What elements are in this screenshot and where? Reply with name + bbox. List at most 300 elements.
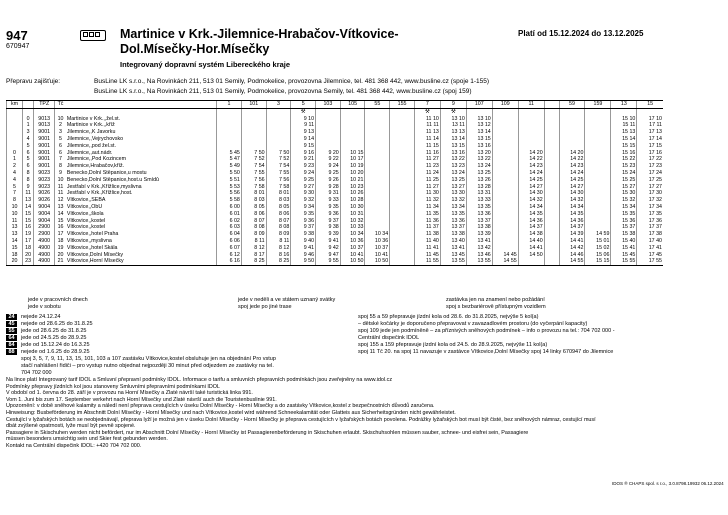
cell: 13 38 bbox=[440, 231, 466, 238]
cell: 15 bbox=[637, 101, 663, 109]
cell: 109 bbox=[492, 101, 518, 109]
cell: 13 16 bbox=[440, 150, 466, 157]
cell bbox=[544, 101, 559, 109]
cell bbox=[518, 258, 544, 265]
cell bbox=[492, 238, 518, 245]
cell: 14 24 bbox=[559, 170, 585, 177]
cell: 15 55 bbox=[611, 258, 637, 265]
cell bbox=[390, 211, 415, 218]
cell: 9 41 bbox=[316, 238, 341, 245]
cell: 14 50 bbox=[518, 252, 544, 259]
cell: 9 24 bbox=[316, 163, 341, 170]
cell bbox=[390, 204, 415, 211]
cell: 6 bbox=[55, 143, 66, 150]
table-row bbox=[7, 143, 664, 150]
note-text: jede od 15.12.24 do 16.3.25 bbox=[21, 342, 90, 348]
cell: 4 bbox=[23, 136, 34, 143]
cell: 13 25 bbox=[440, 177, 466, 184]
cell: 17 30 bbox=[637, 190, 663, 197]
cell bbox=[241, 129, 266, 136]
cell: 13 41 bbox=[466, 238, 492, 245]
cell: 8 09 bbox=[266, 231, 291, 238]
cell: Jestřabí v Krk.,Křížlice,host. bbox=[66, 190, 133, 197]
cell bbox=[544, 231, 559, 238]
cell: 10 37 bbox=[340, 245, 365, 252]
legend-f: spoj s bezbariérově přístupným vozidlem bbox=[446, 304, 546, 310]
cell: 15 bbox=[7, 245, 23, 252]
cell bbox=[518, 116, 544, 123]
note-text: 704 702 000 bbox=[21, 370, 52, 376]
cell: 7 58 bbox=[241, 184, 266, 191]
cell: 13 10 bbox=[440, 116, 466, 123]
cell: 13 28 bbox=[466, 184, 492, 191]
cell: 14 27 bbox=[559, 184, 585, 191]
table-row bbox=[7, 197, 664, 204]
cell: 13 16 bbox=[466, 143, 492, 150]
cell: 9 39 bbox=[316, 231, 341, 238]
cell bbox=[637, 108, 663, 115]
cell bbox=[316, 108, 341, 115]
cell: 5 47 bbox=[217, 156, 242, 163]
cell: 13 15 bbox=[466, 136, 492, 143]
line-number: 947 bbox=[6, 28, 28, 43]
cell: 15 24 bbox=[611, 170, 637, 177]
cell: ⚒ bbox=[414, 108, 440, 115]
cell bbox=[544, 108, 559, 115]
cell bbox=[390, 108, 415, 115]
cell: Vítkovice,,hotel Praha bbox=[66, 231, 119, 238]
cell: 2 bbox=[7, 163, 23, 170]
cell: Tč bbox=[55, 101, 66, 109]
cell: ⚒ bbox=[440, 108, 466, 115]
cell: 9001 bbox=[34, 156, 55, 163]
cell bbox=[559, 143, 585, 150]
cell: 13 37 bbox=[440, 224, 466, 231]
cell: 13 41 bbox=[440, 245, 466, 252]
cell: 17 36 bbox=[637, 218, 663, 225]
cell: 0 bbox=[23, 116, 34, 123]
legend-e: zastávka jen na znamení nebo požádání bbox=[446, 297, 545, 303]
cell: 19 bbox=[55, 245, 66, 252]
cell: 14 25 bbox=[518, 177, 544, 184]
cell bbox=[266, 143, 291, 150]
cell bbox=[559, 116, 585, 123]
cell: 159 bbox=[585, 101, 611, 109]
table-row bbox=[7, 224, 664, 231]
cell: 14 46 bbox=[559, 252, 585, 259]
cell: 7 bbox=[55, 156, 66, 163]
cell: 11 16 bbox=[414, 150, 440, 157]
cell: 10 20 bbox=[340, 170, 365, 177]
cell: 9 42 bbox=[316, 245, 341, 252]
note-item bbox=[6, 349, 90, 355]
cell: 17 27 bbox=[637, 184, 663, 191]
cell bbox=[585, 108, 611, 115]
cell: 101 bbox=[241, 101, 266, 109]
cell: 10 26 bbox=[340, 190, 365, 197]
cell: 13 31 bbox=[466, 190, 492, 197]
cell: 15 25 bbox=[611, 177, 637, 184]
cell bbox=[518, 143, 544, 150]
cell bbox=[544, 170, 559, 177]
cell bbox=[585, 211, 611, 218]
cell: 5 56 bbox=[217, 190, 242, 197]
cell: 9023 bbox=[34, 177, 55, 184]
cell: 11 37 bbox=[414, 224, 440, 231]
table-row bbox=[7, 122, 664, 129]
cell: 6 12 bbox=[217, 252, 242, 259]
cell: Vítkovice,,myslivna bbox=[66, 237, 112, 244]
cell: 59 bbox=[559, 101, 585, 109]
note-item bbox=[21, 370, 52, 376]
cell: 10 41 bbox=[340, 252, 365, 259]
cell bbox=[241, 122, 266, 129]
cell: 17 10 bbox=[637, 116, 663, 123]
note-tag: 55 bbox=[6, 328, 17, 334]
cell: 15 41 bbox=[611, 245, 637, 252]
cell: 15 38 bbox=[611, 231, 637, 238]
table-row bbox=[7, 116, 664, 123]
cell bbox=[365, 156, 390, 163]
cell: 8 05 bbox=[266, 204, 291, 211]
cell bbox=[492, 204, 518, 211]
cell bbox=[544, 116, 559, 123]
cell: Jilemnice,,pod žel.st. bbox=[66, 142, 116, 149]
cell: Jilemnice,,aut.nádr. bbox=[66, 149, 113, 156]
cell: 9 23 bbox=[291, 163, 316, 170]
cell: 17 34 bbox=[637, 204, 663, 211]
cell bbox=[266, 116, 291, 123]
cell: 8 25 bbox=[266, 258, 291, 265]
cell: 107 bbox=[466, 101, 492, 109]
cell: 8 25 bbox=[241, 258, 266, 265]
cell: 13 bbox=[611, 101, 637, 109]
cell: 10 50 bbox=[340, 258, 365, 265]
cell: 8 bbox=[55, 163, 66, 170]
note-item bbox=[21, 356, 276, 362]
cell: 2 bbox=[55, 122, 66, 129]
cell bbox=[559, 136, 585, 143]
cell: 5 53 bbox=[217, 184, 242, 191]
cell bbox=[544, 252, 559, 259]
cell: 15 06 bbox=[585, 252, 611, 259]
cell: 17 32 bbox=[637, 197, 663, 204]
cell: 8 07 bbox=[266, 218, 291, 225]
cell: 5 58 bbox=[217, 197, 242, 204]
cell: 10 23 bbox=[340, 184, 365, 191]
cell bbox=[266, 108, 291, 115]
cell: Benecko,Dolní Štěpanice,host.u Smídů bbox=[66, 176, 159, 183]
cell: 15 45 bbox=[611, 252, 637, 259]
cell: 9 25 bbox=[291, 177, 316, 184]
cell: 9023 bbox=[34, 184, 55, 191]
cell bbox=[492, 143, 518, 150]
cell: 13 55 bbox=[440, 258, 466, 265]
cell: 20 bbox=[23, 252, 34, 259]
table-row bbox=[7, 156, 664, 163]
cell bbox=[492, 136, 518, 143]
footer-line: müssen besonders umsichtig sein und Skier fest gebunden werden. bbox=[6, 436, 168, 443]
cell: 8 01 bbox=[266, 190, 291, 197]
cell: 9 bbox=[55, 170, 66, 177]
cell bbox=[390, 245, 415, 252]
cell: 14 bbox=[23, 204, 34, 211]
cell bbox=[390, 122, 415, 129]
cell bbox=[544, 177, 559, 184]
cell bbox=[544, 258, 559, 265]
cell: 11 34 bbox=[414, 204, 440, 211]
cell: 17 41 bbox=[637, 245, 663, 252]
cell: 1 bbox=[217, 101, 242, 109]
cell: 11 36 bbox=[414, 218, 440, 225]
cell: 7 58 bbox=[266, 184, 291, 191]
line-id: 670947 bbox=[6, 43, 30, 50]
cell: 14 36 bbox=[518, 218, 544, 225]
cell: 13 55 bbox=[466, 258, 492, 265]
cell: 2900 bbox=[34, 231, 55, 238]
cell: 10 15 bbox=[340, 150, 365, 157]
cell: 11 13 bbox=[414, 129, 440, 136]
cell: 16 bbox=[55, 224, 66, 231]
cell bbox=[55, 108, 66, 115]
note-text: jede od 28.6.25 do 31.8.25 bbox=[21, 328, 87, 334]
cell: 15 15 bbox=[585, 258, 611, 265]
cell: 11 bbox=[7, 218, 23, 225]
cell: 9 21 bbox=[291, 156, 316, 163]
cell bbox=[492, 231, 518, 238]
cell: 15 36 bbox=[611, 218, 637, 225]
cell: 11 32 bbox=[414, 197, 440, 204]
cell bbox=[390, 258, 415, 265]
cell: 9 50 bbox=[291, 258, 316, 265]
cell: 10 34 bbox=[365, 231, 390, 238]
cell: 4 bbox=[7, 177, 23, 184]
cell bbox=[390, 163, 415, 170]
cell: 9 35 bbox=[316, 204, 341, 211]
note-text: spoj 3, 5, 7, 9, 11, 13, 15, 101, 103 a 107 zastávku Vítkovice,kostel obsluhuje jen na objednání Pro vstup bbox=[21, 356, 276, 362]
note-item bbox=[21, 363, 274, 369]
cell: 8 12 bbox=[241, 245, 266, 252]
footer-line: Passagiere in Skischuhen werden nicht befördert, nur im Abschnitt Dolní Mísečky - Horní Mísečky ist Passagierenbeförderung in Skischuhen erlaubt. Skischuhsohlen müssen sauber, schnee- und eisfrei sein, Passagiere bbox=[6, 429, 529, 436]
note-text: nejede od 28.6.25 do 31.8.25 bbox=[21, 321, 93, 327]
cell bbox=[365, 129, 390, 136]
cell bbox=[390, 143, 415, 150]
cell bbox=[217, 136, 242, 143]
table-row bbox=[7, 211, 664, 218]
cell: 14 55 bbox=[559, 258, 585, 265]
cell bbox=[544, 184, 559, 191]
cell: Vítkovice,Dolní Mísečky bbox=[66, 251, 124, 258]
cell bbox=[544, 204, 559, 211]
cell: 9 13 bbox=[291, 129, 316, 136]
footer-line: Hinweisung: Busbeförderung im Abschnitt Dolní Mísečky - Horní Mísečky und nach Vítkovice,kostel wird während Schneekalamität oder Glatteis aus Sicherheitsgründen nicht gewährleistet. bbox=[6, 409, 456, 416]
cell bbox=[544, 197, 559, 204]
cell bbox=[365, 136, 390, 143]
cell: Vítkovice,,kostel bbox=[66, 217, 106, 224]
cell: 7 50 bbox=[266, 150, 291, 157]
cell bbox=[365, 116, 390, 123]
cell: 5 bbox=[55, 136, 66, 143]
cell: 5 50 bbox=[217, 170, 242, 177]
legend-c: jede v neděli a ve státem uznaný svátky bbox=[238, 297, 336, 303]
cell: 15 11 bbox=[611, 122, 637, 129]
cell: 15 32 bbox=[611, 197, 637, 204]
cell bbox=[365, 204, 390, 211]
cell: 10 41 bbox=[365, 252, 390, 259]
cell: 6 03 bbox=[217, 224, 242, 231]
cell bbox=[585, 170, 611, 177]
cell: 5 bbox=[23, 143, 34, 150]
cell: 15 34 bbox=[611, 204, 637, 211]
cell bbox=[559, 108, 585, 115]
cell: 10 33 bbox=[340, 224, 365, 231]
cell: 5 49 bbox=[217, 163, 242, 170]
cell: 14 23 bbox=[518, 163, 544, 170]
cell bbox=[365, 177, 390, 184]
cell: 13 12 bbox=[466, 122, 492, 129]
cell: 3 bbox=[266, 101, 291, 109]
cell: 9001 bbox=[34, 163, 55, 170]
cell: 7 55 bbox=[241, 170, 266, 177]
cell: 11 bbox=[55, 190, 66, 197]
cell: 4900 bbox=[34, 238, 55, 245]
cell bbox=[492, 190, 518, 197]
cell: 5 bbox=[7, 184, 23, 191]
note-text: nejede 24.12.24 bbox=[21, 314, 61, 320]
cell: 17 24 bbox=[637, 170, 663, 177]
cell bbox=[559, 122, 585, 129]
cell bbox=[544, 224, 559, 231]
cell: 9 22 bbox=[316, 156, 341, 163]
cell: 14 32 bbox=[518, 197, 544, 204]
cell: 13 10 bbox=[466, 116, 492, 123]
cell bbox=[544, 218, 559, 225]
cell: 13 26 bbox=[466, 177, 492, 184]
cell: 9026 bbox=[34, 197, 55, 204]
cell: 13 bbox=[55, 204, 66, 211]
cell: 10 37 bbox=[365, 245, 390, 252]
cell: 8 06 bbox=[266, 211, 291, 218]
cell bbox=[585, 156, 611, 163]
cell: 7 52 bbox=[241, 156, 266, 163]
cell: 13 34 bbox=[440, 204, 466, 211]
cell: 15 16 bbox=[611, 150, 637, 157]
cell: 8 05 bbox=[241, 204, 266, 211]
cell: 105 bbox=[340, 101, 365, 109]
cell: 9 20 bbox=[316, 150, 341, 157]
cell bbox=[390, 150, 415, 157]
cell: 15 02 bbox=[585, 245, 611, 252]
cell: 9 24 bbox=[291, 170, 316, 177]
cell bbox=[217, 122, 242, 129]
cell bbox=[544, 245, 559, 252]
cell bbox=[365, 122, 390, 129]
footer-line: Vom 1. Juni bis zum 17. September verkehrt nach Horní Mísečky und Zlaté návrší auch die Touristenbuslinie 991. bbox=[6, 396, 277, 403]
cell bbox=[492, 122, 518, 129]
cell: 14 41 bbox=[518, 245, 544, 252]
cell: 13 22 bbox=[440, 156, 466, 163]
cell: 13 25 bbox=[466, 170, 492, 177]
cell: 8 bbox=[23, 177, 34, 184]
note-tag: 88 bbox=[6, 349, 17, 355]
cell: 9 28 bbox=[316, 184, 341, 191]
cell: 11 11 bbox=[414, 122, 440, 129]
note-item bbox=[6, 335, 86, 341]
cell bbox=[23, 108, 34, 115]
cell: 11 30 bbox=[414, 190, 440, 197]
cell: 9 37 bbox=[291, 224, 316, 231]
footer-line: V období od 1. června do 28. září je v provozu na Horní Mísečky a Zlaté návrší také turistická linka 991. bbox=[6, 390, 253, 397]
cell: 14 38 bbox=[518, 231, 544, 238]
cell bbox=[492, 177, 518, 184]
cell bbox=[316, 122, 341, 129]
cell: 14 41 bbox=[559, 238, 585, 245]
cell bbox=[217, 116, 242, 123]
note-text: stačí nahlášení řidiči – pro vystup nutno objednat nejpozději 30 minut před odjezdem ze zastávky na tel. bbox=[21, 363, 274, 369]
cell: 9 40 bbox=[291, 238, 316, 245]
cell: 14 bbox=[7, 238, 23, 245]
cell bbox=[316, 116, 341, 123]
cell: 6 16 bbox=[217, 258, 242, 265]
footer-line: Upozornění: v době sněhové kalamity a náledí není přeprava cestujících v úseku Dolní Mísečky - Horní Mísečky a do zastávky Vítkovice,kostel z bezpečnostních důvodů zaručena. bbox=[6, 403, 435, 410]
cell bbox=[544, 122, 559, 129]
cell: 10 50 bbox=[365, 258, 390, 265]
cell: Jilemnice,,K Javorku bbox=[66, 129, 116, 136]
cell bbox=[390, 197, 415, 204]
cell bbox=[585, 136, 611, 143]
cell: 15 23 bbox=[611, 163, 637, 170]
cell: 23 bbox=[23, 258, 34, 265]
cell: 13 46 bbox=[466, 252, 492, 259]
cell: 10 bbox=[55, 116, 66, 123]
cell: 7 56 bbox=[241, 177, 266, 184]
cell: 11 24 bbox=[414, 170, 440, 177]
table-row bbox=[7, 231, 664, 238]
cell bbox=[365, 197, 390, 204]
cell: 9 14 bbox=[291, 136, 316, 143]
cell: 14 55 bbox=[492, 258, 518, 265]
cell bbox=[266, 122, 291, 129]
cell: Jilemnice,Hrabačov,kříž. bbox=[66, 163, 125, 170]
cell: 8 16 bbox=[266, 252, 291, 259]
cell bbox=[585, 177, 611, 184]
cell: 14 35 bbox=[518, 211, 544, 218]
cell: 6 bbox=[23, 150, 34, 157]
cell bbox=[365, 108, 390, 115]
cell bbox=[492, 163, 518, 170]
note-text: jede od 24.5.25 do 28.9.25 bbox=[21, 335, 87, 341]
cell: 9 35 bbox=[291, 211, 316, 218]
cell: 5 45 bbox=[217, 150, 242, 157]
cell: 14 34 bbox=[518, 204, 544, 211]
note-right-item: Centrální dispečink IDOL bbox=[358, 335, 420, 341]
cell: 10 28 bbox=[340, 197, 365, 204]
cell bbox=[365, 218, 390, 225]
cell bbox=[585, 218, 611, 225]
table-row bbox=[7, 245, 664, 252]
cell bbox=[217, 129, 242, 136]
cell: 11 27 bbox=[414, 184, 440, 191]
footer-line: dbát zvýšené opatrnosti, lyže musí být pevně spojené. bbox=[6, 423, 136, 430]
cell: 13 42 bbox=[466, 245, 492, 252]
cell: 17 38 bbox=[637, 231, 663, 238]
cell bbox=[217, 143, 242, 150]
cell: 8 03 bbox=[241, 197, 266, 204]
cell: 14 37 bbox=[559, 224, 585, 231]
cell: 9 38 bbox=[316, 224, 341, 231]
cell: 11 38 bbox=[414, 231, 440, 238]
note-tag: 45 bbox=[6, 321, 17, 327]
